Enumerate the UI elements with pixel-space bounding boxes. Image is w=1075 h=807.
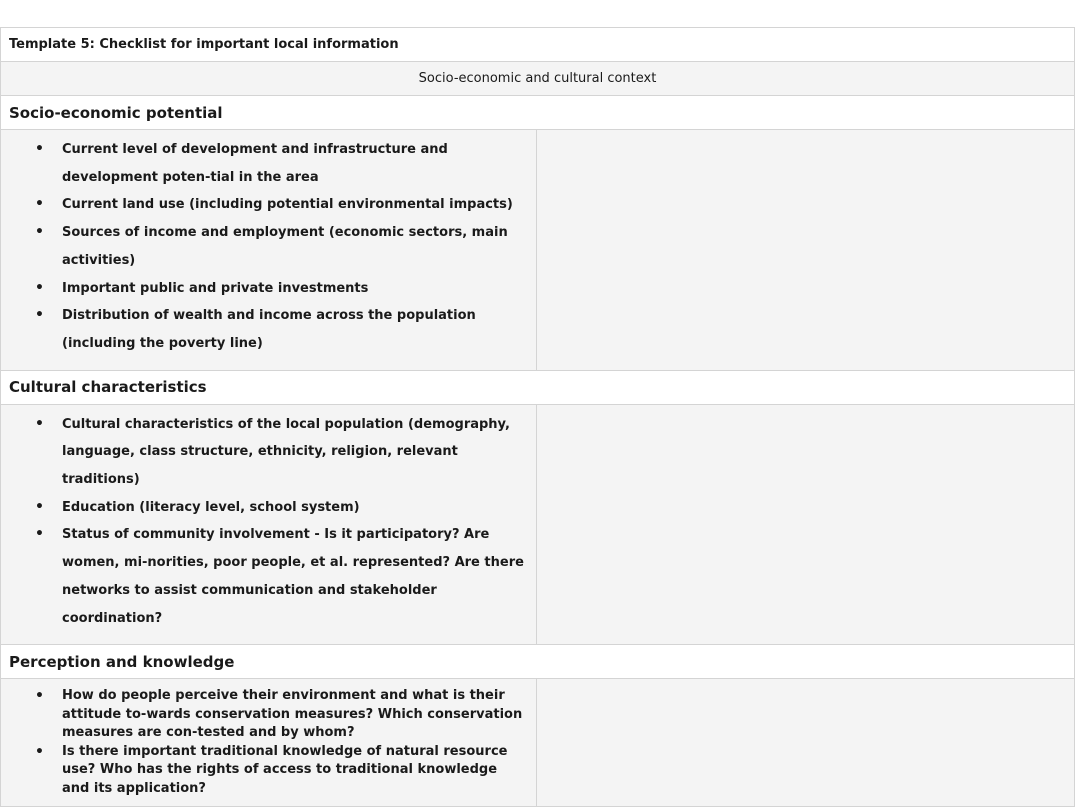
checklist-items — [1, 679, 536, 806]
item-text: Cultural characteristics of the local population (demography, language, class structure, ethnicity, religion, relevant traditions) — [62, 416, 510, 488]
list-item — [1, 743, 536, 799]
section-heading-row — [1, 370, 1075, 404]
checklist-items — [1, 130, 536, 370]
item-text: Is there important traditional knowledge of natural resource use? Who has the rights of access to traditional knowledge and its application? — [62, 743, 508, 796]
list-item — [1, 136, 536, 191]
section-content-row — [1, 404, 1075, 645]
section-items-cell — [1, 130, 537, 371]
context-header: Socio-economic and cultural context — [1, 62, 1075, 96]
list-item — [1, 275, 536, 303]
section-heading-row — [1, 96, 1075, 130]
section-items-cell — [1, 679, 537, 807]
list-item — [1, 494, 536, 522]
list-item — [1, 411, 536, 494]
notes-cell[interactable] — [537, 679, 1075, 807]
checklist-items — [1, 405, 536, 645]
list-item — [1, 521, 536, 632]
list-item — [1, 302, 536, 357]
item-text: Education (literacy level, school system) — [62, 499, 360, 515]
list-item — [1, 219, 536, 274]
section-content-row — [1, 679, 1075, 807]
list-item — [1, 191, 536, 219]
item-text: Current level of development and infrastructure and development poten-tial in the area — [62, 142, 448, 185]
list-item — [1, 687, 536, 743]
title-row — [1, 28, 1075, 62]
item-text: How do people perceive their environment and what is their attitude to-wards conservation measures? Which conservation measures are con-tested and by whom? — [62, 688, 523, 741]
section-heading-row — [1, 645, 1075, 679]
context-row — [1, 62, 1075, 96]
section-content-row — [1, 130, 1075, 371]
item-text: Distribution of wealth and income across the population (including the poverty line) — [62, 308, 476, 351]
template-title: Template 5: Checklist for important local information — [1, 28, 1075, 62]
section-heading-cultural: Cultural characteristics — [1, 370, 1075, 404]
item-text: Status of community involvement - Is it participatory? Are women, mi-norities, poor people, et al. represented? Are there networks to assist communication and stakeholder coordination? — [62, 527, 524, 626]
item-text: Current land use (including potential environmental impacts) — [62, 197, 513, 213]
section-heading-perception: Perception and knowledge — [1, 645, 1075, 679]
notes-cell[interactable] — [537, 404, 1075, 645]
item-text: Sources of income and employment (economic sectors, main activities) — [62, 225, 508, 268]
item-text: Important public and private investments — [62, 280, 369, 296]
checklist-table — [0, 27, 1075, 807]
section-heading-socio-economic: Socio-economic potential — [1, 96, 1075, 130]
notes-cell[interactable] — [537, 130, 1075, 371]
section-items-cell — [1, 404, 537, 645]
